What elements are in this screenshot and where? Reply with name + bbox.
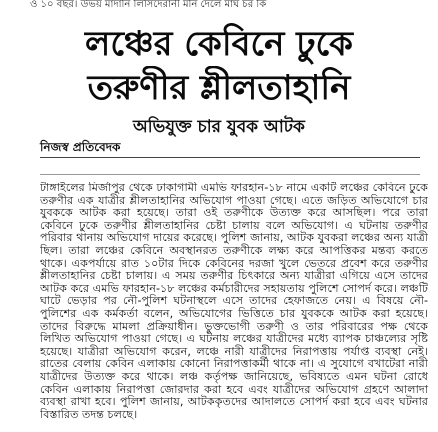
byline: নিজস্ব প্রতিবেদক (40, 140, 121, 154)
headline-line-2: তরুণীর শ্লীলতাহানি (87, 68, 351, 108)
article-body-paragraph: টাঙ্গাইলের মির্জাপুর থেকে ঢাকাগামী এমভি ফারহান-১৮ নামে একটি লঞ্চের কেবিনে ঢুকে তরুণীর এক যাত্রীর শ্লীলতাহানির অভিযোগ পাওয়া গেছে। এতে জড়িত অভিযোগে চার যুবককে আটক করা হয়েছে। তারা ওই তরুণীকে উত্যক্ত করে আসছিল। পরে তারা কেবিনে ঢুকে তরুণীর শ্লীলতাহানির চেষ্টা চালায় বলে অভিযোগ। এ ঘটনায় তরুণীর পরিবার থানায় অভিযোগ দায়ের করেছে। পুলিশ জানায়, আটক যুবকরা লঞ্চের অন্য যাত্রী ছিল। তারা লঞ্চের কেবিনে অবস্থানরত তরুণীকে লক্ষ্য করে আপত্তিকর মন্তব্য করতে থাকে। একপর্যায়ে রাত ১০টার দিকে কেবিনের দরজা খুলে ভেতরে প্রবেশ করে তরুণীর শ্লীলতাহানির চেষ্টা চালায়। এ সময় তরুণীর চিৎকারে অন্য যাত্রীরা এগিয়ে এসে তাদের আটক করে এমভি ফারহান-১৮ লঞ্চের কর্মচারীদের সহায়তায় পুলিশে সোপর্দ করে। লঞ্চটি ঘাটে ভেড়ার পর নৌ-পুলিশ ঘটনাস্থলে এসে তাদের হেফাজতে নেয়। এ বিষয়ে নৌ-পুলিশের এক কর্মকর্তা বলেন, অভিযোগের ভিত্তিতে চার যুবককে আটক করা হয়েছে। তাদের বিরুদ্ধে মামলা প্রক্রিয়াধীন। ভুক্তভোগী তরুণী ও তার পরিবারের পক্ষ থেকে লিখিত অভিযোগ পাওয়া গেছে। এ ঘটনায় লঞ্চের যাত্রীদের মধ্যে ব্যাপক চাঞ্চল্যের সৃষ্টি হয়েছে। যাত্রীরা অভিযোগ করেন, লঞ্চে নারী যাত্রীদের নিরাপত্তায় পর্যাপ্ত ব্যবস্থা নেই। রাতের বেলায় কেবিন এলাকায় কোনো নিরাপত্তাকর্মী থাকে না। এ সুযোগে বখাটেরা নারী যাত্রীদের উত্যক্ত করে থাকে। লঞ্চ কর্তৃপক্ষ জানিয়েছে, ভবিষ্যতে এমন ঘটনা রোধে কেবিন এলাকায় নিরাপত্তা জোরদার করা হবে এবং যাত্রীদের অভিযোগ গ্রহণে আলাদা ব্যবস্থা রাখা হবে। পুলিশ জানায়, আটককৃতদের আদালতে সোপর্দ করা হবে এবং ঘটনার বিস্তারিত তদন্ত চলছে। (40, 182, 428, 421)
body-divider (40, 174, 420, 175)
subheadline: অভিযুক্ত চার যুবক আটক (133, 117, 305, 137)
byline-divider (40, 157, 420, 158)
previous-article-fragment: ও ১০ বছর। উভয় মাদানি লিসিদেরানী মনি দেলে মাঘ চর কি (30, 0, 267, 10)
headline-line-1: লঞ্চের কেবিনে ঢুকে (85, 24, 353, 64)
article-body (40, 182, 428, 430)
